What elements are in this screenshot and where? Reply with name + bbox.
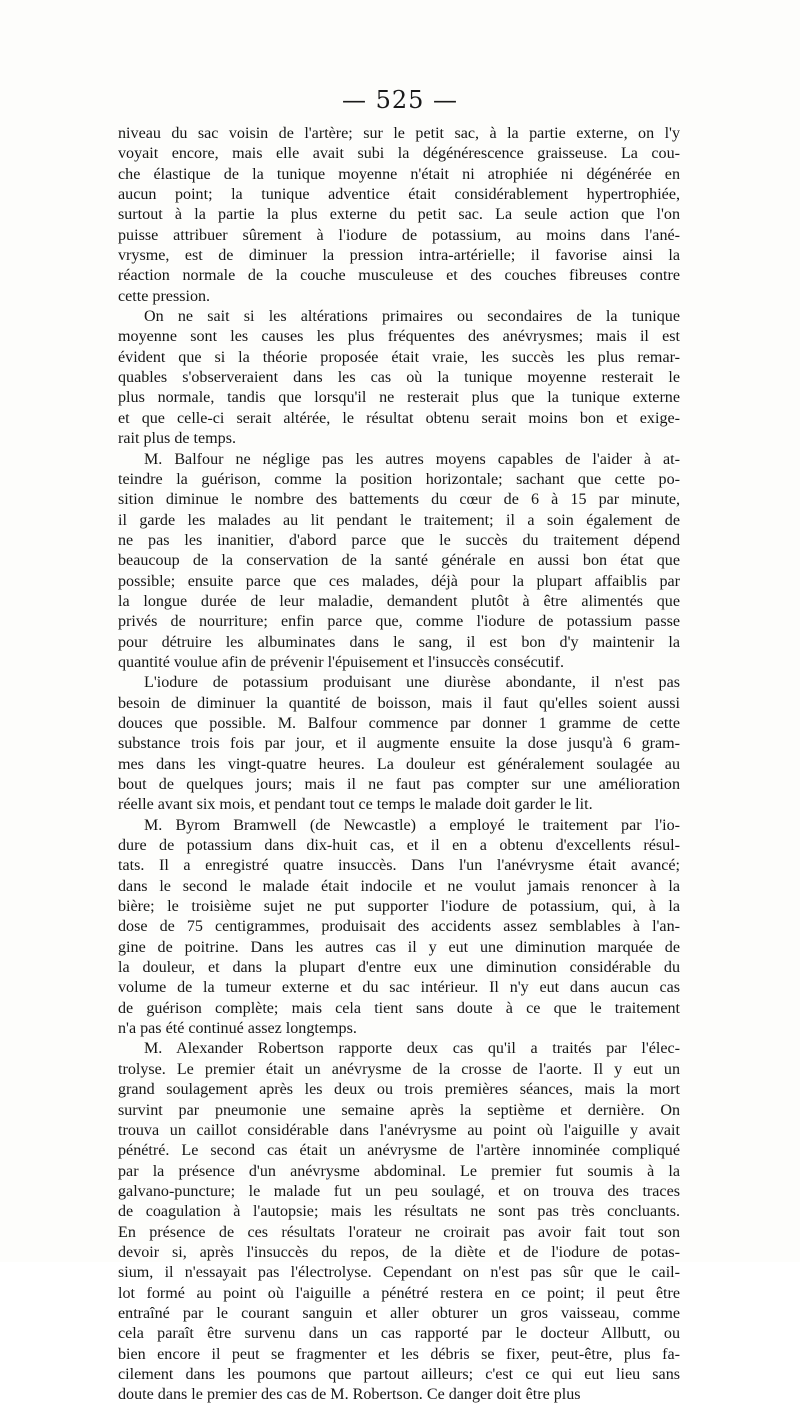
text-line: cela paraît être survenu dans un cas rapporté par le docteur Allbutt, ou (118, 1325, 680, 1343)
text-line: surtout à la partie la plus externe du petit sac. La seule action que l'on (118, 206, 680, 224)
text-line: M. Alexander Robertson rapporte deux cas qu'il a traités par l'élec- (144, 1040, 680, 1058)
text-line: On ne sait si les altérations primaires ou secondaires de la tunique (144, 308, 680, 326)
text-line: dose de 75 centigrammes, produisait des accidents assez semblables à l'an- (118, 918, 680, 936)
text-line: dure de potassium dans dix-huit cas, et il en a obtenu d'excellents résul- (118, 837, 680, 855)
text-line: de guérison complète; mais cela tient sans doute à ce que le traitement (118, 999, 680, 1017)
text-line: mes dans les vingt-quatre heures. La douleur est généralement soulagée au (118, 755, 680, 773)
text-line: la longue durée de leur maladie, demandent plutôt à être alimentés que (118, 592, 680, 610)
paragraph (118, 450, 680, 674)
text-line: réaction normale de la couche musculeuse et des couches fibreuses contre (118, 267, 680, 285)
text-line: quantité voulue afin de prévenir l'épuisement et l'insuccès consécutif. (118, 653, 564, 671)
text-line: niveau du sac voisin de l'artère; sur le petit sac, à la partie externe, on l'y (118, 125, 680, 142)
paragraph (118, 673, 680, 815)
paragraph (118, 307, 680, 449)
paragraph (118, 124, 680, 307)
text-line: L'iodure de potassium produisant une diurèse abondante, il n'est pas (144, 674, 680, 692)
text-line: M. Byrom Bramwell (de Newcastle) a employé le traitement par l'io- (144, 816, 680, 834)
text-line: puisse attribuer sûrement à l'iodure de potassium, au moins dans l'ané- (118, 226, 680, 244)
text-line: possible; ensuite parce que ces malades, déjà pour la plupart affaiblis par (118, 572, 680, 590)
text-line: moyenne sont les causes les plus fréquentes des anévrysmes; mais il est (118, 328, 680, 346)
text-line: bière; le troisième sujet ne put supporter l'iodure de potassium, qui, à la (118, 898, 680, 916)
text-line: sition diminue le nombre des battements du cœur de 6 à 15 par minute, (118, 491, 680, 509)
text-line: doute dans le premier des cas de M. Robertson. Ce danger doit être plus (118, 1386, 581, 1404)
text-line: tats. Il a enregistré quatre insuccès. Dans l'un l'anévrysme était avancé; (118, 857, 680, 875)
text-line: quables s'observeraient dans les cas où la tunique moyenne resterait le (118, 369, 680, 387)
text-line: grand soulagement après les deux ou trois premières séances, mais la mort (118, 1081, 680, 1099)
text-line: bout de quelques jours; mais il ne faut pas compter sur une amélioration (118, 776, 680, 793)
text-line: besoin de diminuer la quantité de boisson, mais il faut qu'elles soient aussi (118, 694, 680, 712)
text-line: la douleur, et dans la plupart d'entre eux une diminution considérable du (118, 959, 680, 977)
text-line: En présence de ces résultats l'orateur ne croirait pas avoir fait tout son (118, 1223, 680, 1241)
text-line: teindre la guérison, comme la position horizontale; sachant que cette po- (118, 470, 680, 488)
paragraph (118, 1039, 680, 1405)
text-line: beaucoup de la conservation de la santé générale en aussi bon état que (118, 552, 680, 570)
text-line: évident que si la théorie proposée était vraie, les succès les plus remar- (118, 348, 680, 366)
body-text (118, 124, 680, 1406)
text-line: lot formé au point où l'aiguille a pénétré restera en ce point; il peut être (118, 1284, 680, 1302)
text-line: entraîné par le courant sanguin et aller obturer un gros vaisseau, comme (118, 1304, 680, 1322)
page-number: — 525 — (341, 86, 459, 114)
text-line: pour détruire les albuminates dans le sang, il est bon d'y maintenir la (118, 633, 680, 651)
text-line: substance trois fois par jour, et il augmente ensuite la dose jusqu'à 6 gram- (118, 735, 680, 753)
text-line: vrysme, est de diminuer la pression intra-artérielle; il favorise ainsi la (118, 247, 680, 265)
text-line: plus normale, tandis que lorsqu'il ne resterait plus que la tunique externe (118, 389, 680, 407)
text-line: il garde les malades au lit pendant le traitement; il a soin également de (118, 511, 680, 529)
text-line: M. Balfour ne néglige pas les autres moyens capables de l'aider à at- (144, 450, 680, 468)
text-line: et que celle-ci serait altérée, le résultat obtenu serait moins bon et exige- (118, 409, 680, 427)
text-line: par la présence d'un anévrysme abdominal. Le premier fut soumis à la (118, 1162, 680, 1180)
text-line: volume de la tumeur externe et du sac intérieur. Il n'y eut dans aucun cas (118, 979, 680, 997)
text-line: gine de poitrine. Dans les autres cas il y eut une diminution marquée de (118, 938, 680, 956)
text-line: galvano-puncture; le malade fut un peu soulagé, et on trouva des traces (118, 1182, 680, 1200)
text-line: devoir si, après l'insuccès du repos, de la diète et de l'iodure de potas- (118, 1243, 680, 1261)
text-line: survint par pneumonie une semaine après la septième et dernière. On (118, 1101, 680, 1119)
text-line: cilement dans les poumons que partout ailleurs; c'est ce qui eut lieu sans (118, 1365, 680, 1383)
text-line: réelle avant six mois, et pendant tout ce temps le malade doit garder le lit. (118, 796, 593, 814)
text-line: trouva un caillot considérable dans l'anévrysme au point où l'aiguille y avait (118, 1121, 680, 1139)
text-line: pénétré. Le second cas était un anévrysme de l'artère innominée compliqué (118, 1142, 680, 1160)
text-line: trolyse. Le premier était un anévrysme de la crosse de l'aorte. Il y eut un (118, 1060, 680, 1078)
text-line: rait plus de temps. (118, 430, 236, 448)
text-line: ne pas les inanitier, d'abord parce que le succès du traitement dépend (118, 531, 680, 549)
text-line: n'a pas été continué assez longtemps. (118, 1020, 357, 1038)
text-line: dans le second le malade était indocile et ne voulut jamais renoncer à la (118, 877, 680, 895)
text-line: bien encore il peut se fragmenter et les débris se fixer, peut-être, plus fa- (118, 1345, 680, 1363)
text-line: voyait encore, mais elle avait subi la dégénérescence graisseuse. La cou- (118, 145, 680, 163)
text-line: aucun point; la tunique adventice était considérablement hypertrophiée, (118, 186, 680, 204)
paragraph (118, 816, 680, 1040)
text-line: che élastique de la tunique moyenne n'était ni atrophiée ni dégénérée en (118, 165, 680, 183)
text-line: sium, il n'essayait pas l'électrolyse. Cependant on n'est pas sûr que le cail- (118, 1264, 680, 1282)
text-line: de coagulation à l'autopsie; mais les résultats ne sont pas très concluants. (118, 1203, 680, 1221)
text-line: douces que possible. M. Balfour commence par donner 1 gramme de cette (118, 714, 680, 732)
text-line: privés de nourriture; enfin parce que, comme l'iodure de potassium passe (118, 613, 680, 631)
text-line: cette pression. (118, 287, 211, 305)
